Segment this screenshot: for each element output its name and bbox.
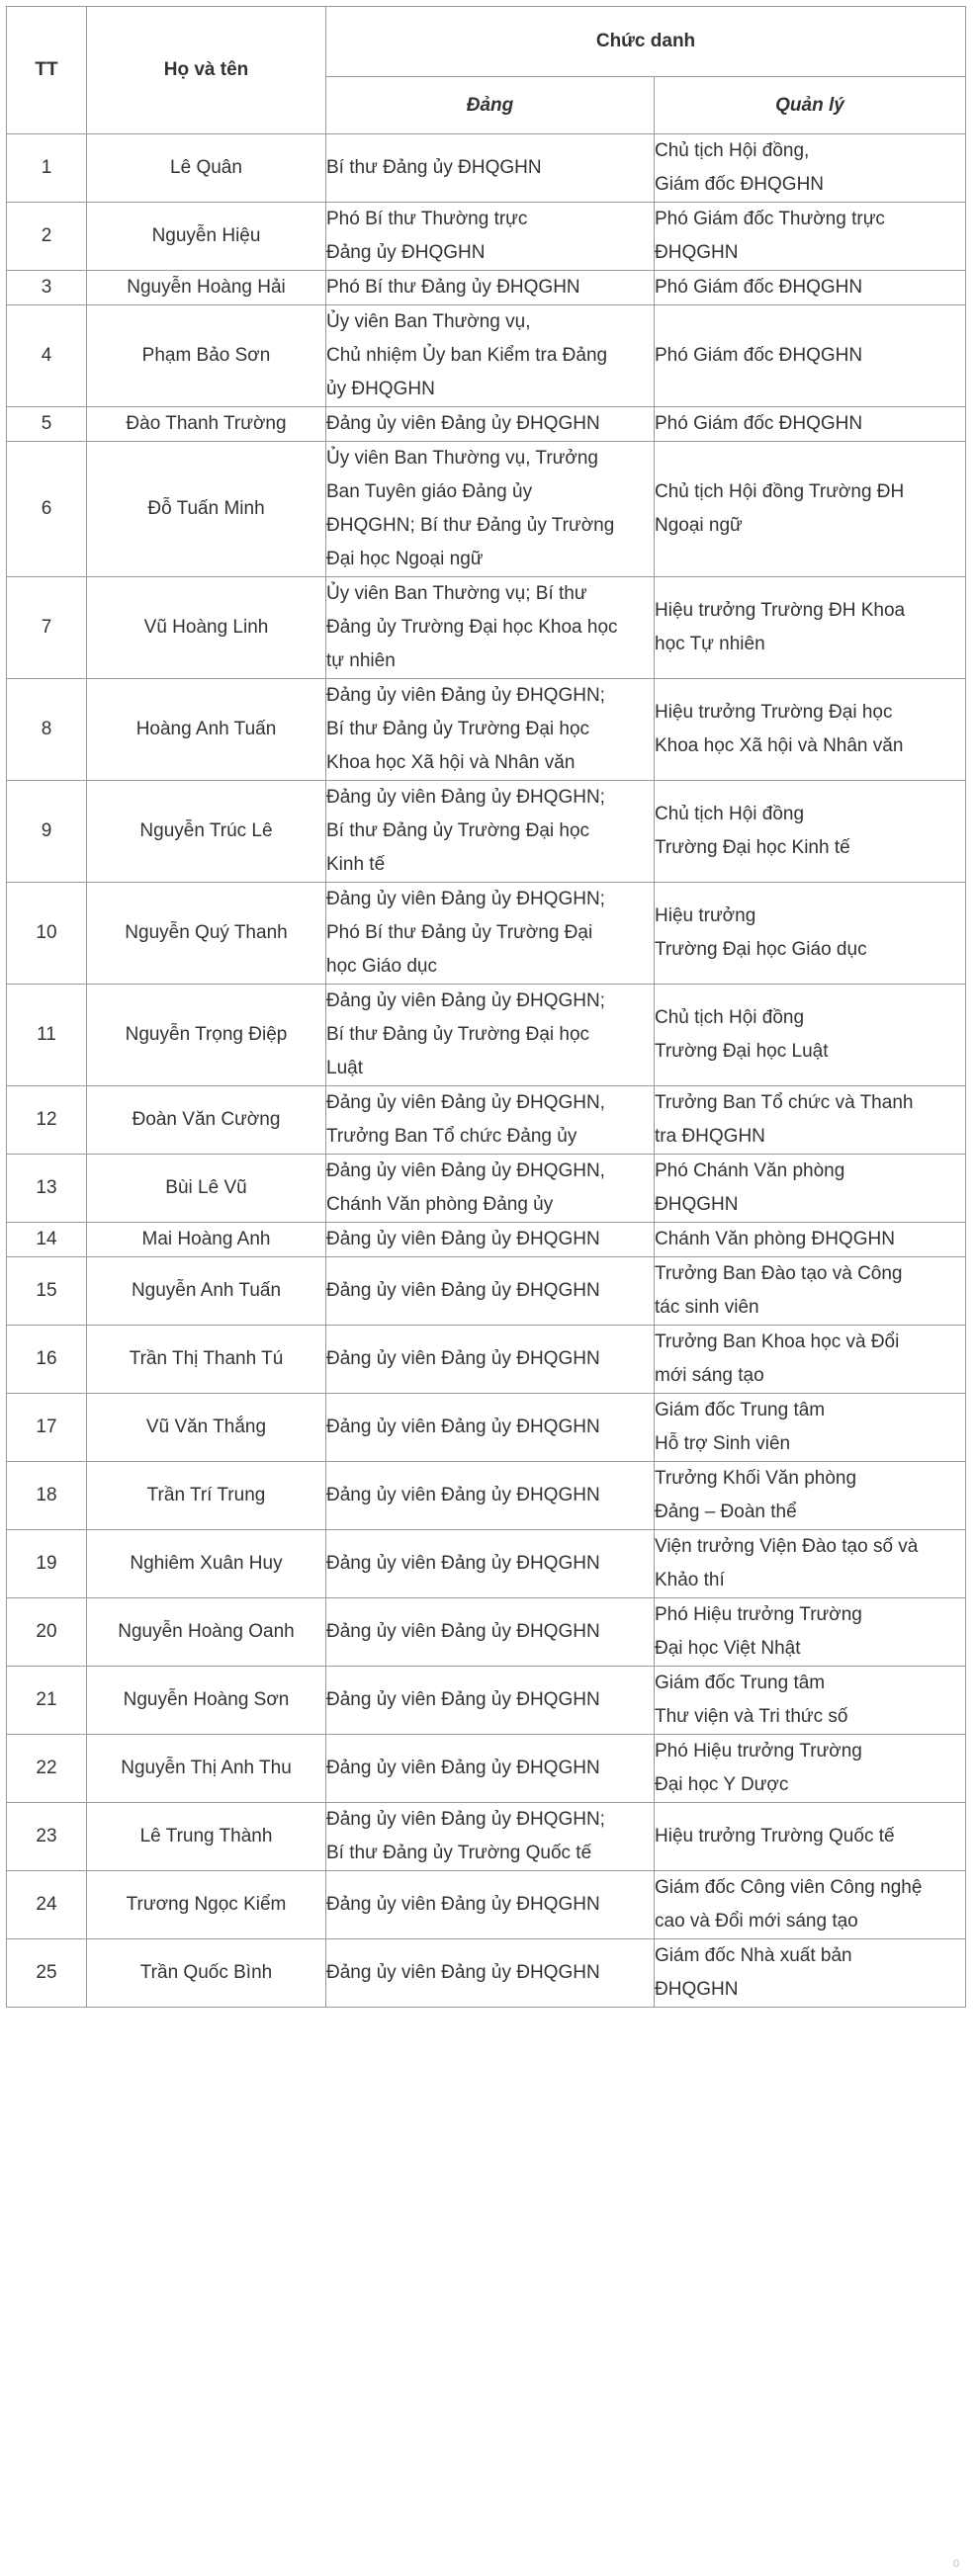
member-name: Đoàn Văn Cường bbox=[87, 1086, 326, 1155]
table-row bbox=[7, 1530, 966, 1598]
position-line: Phó Giám đốc Thường trực bbox=[655, 209, 885, 229]
table-row bbox=[7, 1257, 966, 1326]
position-line: Trưởng Ban Đào tạo và Công bbox=[655, 1263, 903, 1284]
member-name: Nguyễn Hoàng Oanh bbox=[87, 1598, 326, 1667]
row-number: 15 bbox=[7, 1257, 87, 1326]
header-party: Đảng bbox=[326, 77, 655, 134]
party-position bbox=[326, 781, 655, 883]
party-position bbox=[326, 679, 655, 781]
position-line: Ban Tuyên giáo Đảng ủy bbox=[326, 481, 533, 502]
row-number: 5 bbox=[7, 407, 87, 442]
position-line: Phó Chánh Văn phòng bbox=[655, 1160, 845, 1181]
position-line: Kinh tế bbox=[326, 854, 386, 875]
position-line: Viện trưởng Viện Đào tạo số và bbox=[655, 1536, 919, 1557]
leadership-table bbox=[6, 6, 966, 2008]
party-position bbox=[326, 134, 655, 203]
position-line: Đại học Y Dược bbox=[655, 1774, 789, 1795]
row-number: 12 bbox=[7, 1086, 87, 1155]
member-name: Nguyễn Thị Anh Thu bbox=[87, 1735, 326, 1803]
position-line: Phó Bí thư Đảng ủy Trường Đại bbox=[326, 922, 593, 943]
position-line: Trưởng Ban Tổ chức và Thanh bbox=[655, 1092, 914, 1113]
member-name: Vũ Văn Thắng bbox=[87, 1394, 326, 1462]
party-position bbox=[326, 1257, 655, 1326]
member-name: Nguyễn Trúc Lê bbox=[87, 781, 326, 883]
position-line: Ủy viên Ban Thường vụ, bbox=[326, 311, 531, 332]
party-position bbox=[326, 271, 655, 305]
row-number: 16 bbox=[7, 1326, 87, 1394]
table-row bbox=[7, 271, 966, 305]
party-position bbox=[326, 1871, 655, 1939]
position-line: Trường Đại học Giáo dục bbox=[655, 939, 867, 960]
position-line: Đảng ủy viên Đảng ủy ĐHQGHN bbox=[326, 1894, 600, 1915]
table-row bbox=[7, 407, 966, 442]
position-line: Trưởng Ban Tổ chức Đảng ủy bbox=[326, 1126, 577, 1147]
position-line: Giám đốc Công viên Công nghệ bbox=[655, 1877, 923, 1898]
position-line: Chánh Văn phòng ĐHQGHN bbox=[655, 1229, 895, 1249]
party-position bbox=[326, 1223, 655, 1257]
position-line: Khoa học Xã hội và Nhân văn bbox=[326, 752, 576, 773]
position-line: Đảng ủy viên Đảng ủy ĐHQGHN bbox=[326, 1280, 600, 1301]
management-position bbox=[655, 442, 966, 577]
position-line: Ủy viên Ban Thường vụ, Trưởng bbox=[326, 448, 598, 469]
row-number: 14 bbox=[7, 1223, 87, 1257]
row-number: 6 bbox=[7, 442, 87, 577]
position-line: Bí thư Đảng ủy Trường Đại học bbox=[326, 1024, 590, 1045]
party-position bbox=[326, 1326, 655, 1394]
position-line: Chánh Văn phòng Đảng ủy bbox=[326, 1194, 554, 1215]
table-row bbox=[7, 1462, 966, 1530]
party-position bbox=[326, 1735, 655, 1803]
header-management: Quản lý bbox=[655, 77, 966, 134]
position-line: Đảng ủy viên Đảng ủy ĐHQGHN bbox=[326, 1689, 600, 1710]
position-line: Phó Hiệu trưởng Trường bbox=[655, 1741, 862, 1761]
member-name: Nguyễn Quý Thanh bbox=[87, 883, 326, 985]
member-name: Trần Trí Trung bbox=[87, 1462, 326, 1530]
member-name: Trương Ngọc Kiểm bbox=[87, 1871, 326, 1939]
management-position bbox=[655, 577, 966, 679]
table-row bbox=[7, 1939, 966, 2008]
position-line: Phó Bí thư Thường trực bbox=[326, 209, 528, 229]
table-row bbox=[7, 1326, 966, 1394]
management-position bbox=[655, 203, 966, 271]
table-row bbox=[7, 883, 966, 985]
position-line: Đảng ủy viên Đảng ủy ĐHQGHN; bbox=[326, 889, 605, 909]
header-name: Họ và tên bbox=[87, 7, 326, 134]
party-position bbox=[326, 305, 655, 407]
management-position bbox=[655, 1530, 966, 1598]
table-row bbox=[7, 781, 966, 883]
position-line: Đảng ủy viên Đảng ủy ĐHQGHN bbox=[326, 1485, 600, 1505]
management-position bbox=[655, 1086, 966, 1155]
member-name: Đào Thanh Trường bbox=[87, 407, 326, 442]
position-line: Đảng ủy viên Đảng ủy ĐHQGHN, bbox=[326, 1092, 605, 1113]
management-position bbox=[655, 1462, 966, 1530]
position-line: Phó Giám đốc ĐHQGHN bbox=[655, 413, 863, 434]
position-line: cao và Đổi mới sáng tạo bbox=[655, 1911, 858, 1932]
member-name: Trần Quốc Bình bbox=[87, 1939, 326, 2008]
position-line: Đảng ủy viên Đảng ủy ĐHQGHN bbox=[326, 1348, 600, 1369]
management-position bbox=[655, 1939, 966, 2008]
member-name: Nguyễn Hoàng Sơn bbox=[87, 1667, 326, 1735]
party-position bbox=[326, 1667, 655, 1735]
row-number: 4 bbox=[7, 305, 87, 407]
party-position bbox=[326, 1394, 655, 1462]
row-number: 9 bbox=[7, 781, 87, 883]
position-line: Khoa học Xã hội và Nhân văn bbox=[655, 735, 904, 756]
management-position bbox=[655, 305, 966, 407]
member-name: Mai Hoàng Anh bbox=[87, 1223, 326, 1257]
party-position bbox=[326, 1155, 655, 1223]
position-line: Trường Đại học Luật bbox=[655, 1041, 829, 1062]
table-body bbox=[7, 134, 966, 2008]
management-position bbox=[655, 1735, 966, 1803]
position-line: Phó Giám đốc ĐHQGHN bbox=[655, 345, 863, 366]
management-position bbox=[655, 1667, 966, 1735]
member-name: Nguyễn Anh Tuấn bbox=[87, 1257, 326, 1326]
table-row bbox=[7, 1598, 966, 1667]
position-line: Trường Đại học Kinh tế bbox=[655, 837, 850, 858]
row-number: 2 bbox=[7, 203, 87, 271]
row-number: 7 bbox=[7, 577, 87, 679]
position-line: Đại học Ngoại ngữ bbox=[326, 549, 484, 569]
management-position bbox=[655, 1257, 966, 1326]
table-row bbox=[7, 577, 966, 679]
party-position bbox=[326, 203, 655, 271]
management-position bbox=[655, 883, 966, 985]
position-line: Giám đốc Nhà xuất bản bbox=[655, 1945, 852, 1966]
row-number: 20 bbox=[7, 1598, 87, 1667]
management-position bbox=[655, 1598, 966, 1667]
party-position bbox=[326, 1462, 655, 1530]
management-position bbox=[655, 1155, 966, 1223]
position-line: tra ĐHQGHN bbox=[655, 1126, 765, 1147]
table-row bbox=[7, 305, 966, 407]
position-line: Bí thư Đảng ủy Trường Quốc tế bbox=[326, 1843, 592, 1863]
table-row bbox=[7, 1803, 966, 1871]
position-line: Đảng ủy viên Đảng ủy ĐHQGHN bbox=[326, 1229, 600, 1249]
position-line: Chủ tịch Hội đồng Trường ĐH bbox=[655, 481, 905, 502]
position-line: Chủ tịch Hội đồng bbox=[655, 804, 805, 824]
row-number: 8 bbox=[7, 679, 87, 781]
table-row bbox=[7, 1223, 966, 1257]
header-row bbox=[7, 7, 966, 77]
party-position bbox=[326, 577, 655, 679]
party-position bbox=[326, 1803, 655, 1871]
position-line: tác sinh viên bbox=[655, 1297, 759, 1318]
position-line: Đảng ủy ĐHQGHN bbox=[326, 242, 486, 263]
management-position bbox=[655, 134, 966, 203]
table-row bbox=[7, 203, 966, 271]
position-line: Bí thư Đảng ủy ĐHQGHN bbox=[326, 157, 542, 178]
member-name: Lê Trung Thành bbox=[87, 1803, 326, 1871]
management-position bbox=[655, 1326, 966, 1394]
position-line: Đảng ủy viên Đảng ủy ĐHQGHN bbox=[326, 1758, 600, 1778]
row-number: 24 bbox=[7, 1871, 87, 1939]
management-position bbox=[655, 781, 966, 883]
header-position: Chức danh bbox=[326, 7, 966, 77]
member-name: Hoàng Anh Tuấn bbox=[87, 679, 326, 781]
row-number: 21 bbox=[7, 1667, 87, 1735]
member-name: Nguyễn Hiệu bbox=[87, 203, 326, 271]
position-line: Giám đốc ĐHQGHN bbox=[655, 174, 825, 195]
table-row bbox=[7, 442, 966, 577]
position-line: Chủ tịch Hội đồng bbox=[655, 1007, 805, 1028]
position-line: Đảng ủy viên Đảng ủy ĐHQGHN; bbox=[326, 787, 605, 808]
position-line: Đảng – Đoàn thể bbox=[655, 1502, 797, 1522]
position-line: tự nhiên bbox=[326, 650, 396, 671]
position-line: Đảng ủy viên Đảng ủy ĐHQGHN; bbox=[326, 1809, 605, 1830]
party-position bbox=[326, 442, 655, 577]
position-line: Hiệu trưởng bbox=[655, 905, 756, 926]
party-position bbox=[326, 883, 655, 985]
member-name: Lê Quân bbox=[87, 134, 326, 203]
party-position bbox=[326, 1086, 655, 1155]
row-number: 3 bbox=[7, 271, 87, 305]
row-number: 22 bbox=[7, 1735, 87, 1803]
position-line: Phó Hiệu trưởng Trường bbox=[655, 1604, 862, 1625]
row-number: 23 bbox=[7, 1803, 87, 1871]
position-line: mới sáng tạo bbox=[655, 1365, 764, 1386]
corner-mark: 0 bbox=[953, 2558, 960, 2570]
position-line: Đảng ủy viên Đảng ủy ĐHQGHN, bbox=[326, 1160, 605, 1181]
position-line: ủy ĐHQGHN bbox=[326, 379, 435, 399]
row-number: 25 bbox=[7, 1939, 87, 2008]
member-name: Bùi Lê Vũ bbox=[87, 1155, 326, 1223]
table-row bbox=[7, 1394, 966, 1462]
position-line: Luật bbox=[326, 1058, 363, 1078]
position-line: Đảng ủy Trường Đại học Khoa học bbox=[326, 617, 618, 638]
position-line: Khảo thí bbox=[655, 1570, 725, 1590]
position-line: Đảng ủy viên Đảng ủy ĐHQGHN bbox=[326, 413, 600, 434]
position-line: Trưởng Khối Văn phòng bbox=[655, 1468, 857, 1489]
party-position bbox=[326, 1530, 655, 1598]
position-line: Thư viện và Tri thức số bbox=[655, 1706, 848, 1727]
management-position bbox=[655, 1871, 966, 1939]
header-tt: TT bbox=[7, 7, 87, 134]
position-line: Đảng ủy viên Đảng ủy ĐHQGHN; bbox=[326, 685, 605, 706]
table-row bbox=[7, 1871, 966, 1939]
member-name: Đỗ Tuấn Minh bbox=[87, 442, 326, 577]
management-position bbox=[655, 1803, 966, 1871]
member-name: Nghiêm Xuân Huy bbox=[87, 1530, 326, 1598]
row-number: 1 bbox=[7, 134, 87, 203]
position-line: Đảng ủy viên Đảng ủy ĐHQGHN bbox=[326, 1417, 600, 1437]
position-line: học Giáo dục bbox=[326, 956, 437, 977]
position-line: Hiệu trưởng Trường Đại học bbox=[655, 702, 893, 723]
position-line: ĐHQGHN; Bí thư Đảng ủy Trường bbox=[326, 515, 615, 536]
member-name: Nguyễn Hoàng Hải bbox=[87, 271, 326, 305]
position-line: Đảng ủy viên Đảng ủy ĐHQGHN bbox=[326, 1553, 600, 1574]
member-name: Trần Thị Thanh Tú bbox=[87, 1326, 326, 1394]
position-line: Hiệu trưởng Trường Quốc tế bbox=[655, 1826, 895, 1846]
party-position bbox=[326, 1598, 655, 1667]
table-row bbox=[7, 1735, 966, 1803]
table-row bbox=[7, 1155, 966, 1223]
position-line: Đại học Việt Nhật bbox=[655, 1638, 801, 1659]
position-line: ĐHQGHN bbox=[655, 242, 739, 263]
position-line: học Tự nhiên bbox=[655, 634, 765, 654]
party-position bbox=[326, 407, 655, 442]
position-line: Đảng ủy viên Đảng ủy ĐHQGHN bbox=[326, 1621, 600, 1642]
table-row bbox=[7, 985, 966, 1086]
position-line: Đảng ủy viên Đảng ủy ĐHQGHN bbox=[326, 1962, 600, 1983]
member-name: Vũ Hoàng Linh bbox=[87, 577, 326, 679]
management-position bbox=[655, 1223, 966, 1257]
row-number: 18 bbox=[7, 1462, 87, 1530]
row-number: 10 bbox=[7, 883, 87, 985]
position-line: Ngoại ngữ bbox=[655, 515, 743, 536]
position-line: Bí thư Đảng ủy Trường Đại học bbox=[326, 820, 590, 841]
management-position bbox=[655, 679, 966, 781]
position-line: Đảng ủy viên Đảng ủy ĐHQGHN; bbox=[326, 990, 605, 1011]
table-row bbox=[7, 1086, 966, 1155]
table-row bbox=[7, 679, 966, 781]
row-number: 13 bbox=[7, 1155, 87, 1223]
position-line: ĐHQGHN bbox=[655, 1979, 739, 2000]
position-line: Chủ tịch Hội đồng, bbox=[655, 140, 810, 161]
management-position bbox=[655, 985, 966, 1086]
member-name: Phạm Bảo Sơn bbox=[87, 305, 326, 407]
position-line: Bí thư Đảng ủy Trường Đại học bbox=[326, 719, 590, 739]
member-name: Nguyễn Trọng Điệp bbox=[87, 985, 326, 1086]
position-line: Hỗ trợ Sinh viên bbox=[655, 1433, 791, 1454]
position-line: Phó Bí thư Đảng ủy ĐHQGHN bbox=[326, 277, 580, 298]
position-line: Ủy viên Ban Thường vụ; Bí thư bbox=[326, 583, 587, 604]
position-line: Giám đốc Trung tâm bbox=[655, 1400, 826, 1420]
row-number: 19 bbox=[7, 1530, 87, 1598]
management-position bbox=[655, 1394, 966, 1462]
management-position bbox=[655, 271, 966, 305]
position-line: Chủ nhiệm Ủy ban Kiểm tra Đảng bbox=[326, 345, 608, 366]
position-line: Trưởng Ban Khoa học và Đổi bbox=[655, 1331, 900, 1352]
position-line: Phó Giám đốc ĐHQGHN bbox=[655, 277, 863, 298]
party-position bbox=[326, 1939, 655, 2008]
row-number: 17 bbox=[7, 1394, 87, 1462]
position-line: Hiệu trưởng Trường ĐH Khoa bbox=[655, 600, 906, 621]
table-row bbox=[7, 134, 966, 203]
party-position bbox=[326, 985, 655, 1086]
management-position bbox=[655, 407, 966, 442]
position-line: ĐHQGHN bbox=[655, 1194, 739, 1215]
position-line: Giám đốc Trung tâm bbox=[655, 1673, 826, 1693]
table-row bbox=[7, 1667, 966, 1735]
row-number: 11 bbox=[7, 985, 87, 1086]
